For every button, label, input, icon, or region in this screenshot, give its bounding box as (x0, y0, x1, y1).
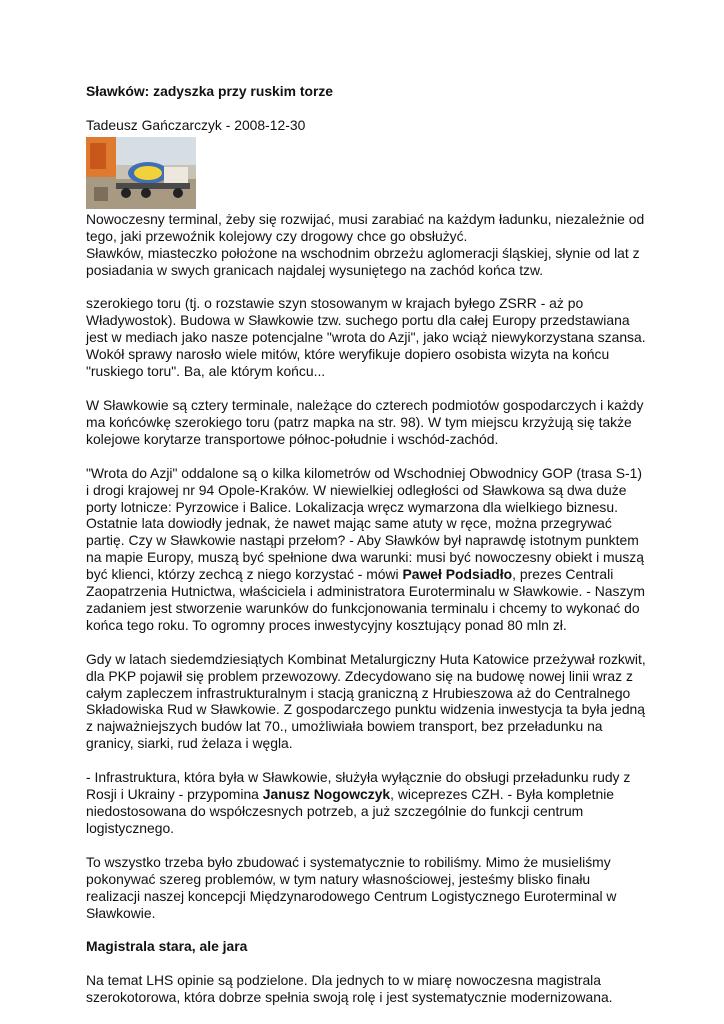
article-photo (86, 137, 196, 209)
author: Tadeusz Gańczarczyk (86, 116, 222, 133)
paragraph-7: To wszystko trzeba było zbudować i systematycznie to robiliśmy. Mimo że musieliśmy pokonywać szereg problemów, w tym natury własnościowej, jesteśmy blisko finału realizacji naszej koncepcji Międzynarodowego Centrum Logistycznego Euroterminal w Sławkowie. (86, 853, 617, 921)
paragraph-6: - Infrastruktura, która była w Sławkowie, służyła wyłącznie do obsługi przeładunku rudy z Rosji i Ukrainy - przypomina Janusz Nogowczyk, wiceprezes CZH. - Była kompletnie niedostosowana do współczesnych potrzeb, a już szczególnie do funkcji centrum logistycznego. (86, 769, 631, 836)
paragraph-8: Na temat LHS opinie są podzielone. Dla jednych to w miarę nowoczesna magistrala szerokotorowa, która dobrze spełnia swoją rolę i jest systematycznie modernizowana. (86, 972, 613, 1006)
paragraph-4: "Wrota do Azji" oddalone są o kilka kilometrów od Wschodniej Obwodnicy GOP (trasa S-1) i drogi krajowej nr 94 Opole-Kraków. W niewielkiej odległości od Sławkowa są dwa duże porty lotnicze: Pyrzowice i Balice. Lokalizacja wręcz wymarzona dla wielkiego biznesu. Ostatnie lata dowiodły jednak, że nawet mając same atuty w ręce, można przegrywać partię. Czy w Sławkowie nastąpi przełom? - Aby Sławków był naprawdę istotnym punktem na mapie Europy, muszą być spełnione dwa warunki: musi być nowoczesny obiekt i muszą być klienci, którzy zechcą z niego korzystać - mówi Paweł Podsiadło, prezes Centrali Zaopatrzenia Hutnictwa, właściciela i administratora Euroterminalu w Sławkowie. - Naszym zadaniem jest stworzenie warunków do funkcjonowania terminalu i chcemy to wykonać do końca tego roku. To ogromny proces inwestycyjny kosztujący ponad 80 mln zł. (86, 464, 645, 633)
article (86, 83, 646, 1023)
article-title: Sławków: zadyszka przy ruskim torze (86, 83, 334, 99)
concrete-mixer-photo-image (86, 137, 196, 209)
byline (86, 117, 646, 134)
person-name: Janusz Nogowczyk (262, 786, 391, 803)
publish-date: 2008-12-30 (234, 116, 306, 133)
paragraph-5: Gdy w latach siedemdziesiątych Kombinat Metalurgiczny Huta Katowice przeżywał rozkwit, dla PKP pojawił się problem przewozowy. Zdecydowano się na budowę nowej linii wraz z całym zapleczem infrastrukturalnym i stacją graniczną z Hrubieszowa aż do Centralnego Składowiska Rud w Sławkowie. Z gospodarczego punktu widzenia inwestycja ta była jedną z najważniejszych budów lat 70., umożliwiała bowiem transport, bez przeładunku na granicy, siarki, rud żelaza i węgla. (86, 650, 646, 752)
paragraph-1: Nowoczesny terminal, żeby się rozwijać, musi zarabiać na każdym ładunku, niezależnie od tego, jaki przewoźnik kolejowy czy drogowy chce go obsłużyć. Sławków, miasteczko położone na wschodnim obrzeżu aglomeracji śląskiej, słynie od lat z posiadania w swych granicach najdalej wysuniętego na zachód końca tzw. (86, 210, 645, 278)
byline-separator: - (221, 116, 235, 133)
person-name: Paweł Podsiadło (402, 566, 513, 583)
paragraph-3: W Sławkowie są cztery terminale, należące do czterech podmiotów gospodarczych i każdy ma końcówkę szerokiego toru (patrz mapka na str. 98). W tym miejscu krzyżują się także kolejowe korytarze transportowe północ-południe i wschód-zachód. (86, 396, 644, 447)
section-subheading: Magistrala stara, ale jara (86, 938, 248, 955)
paragraph-2: szerokiego toru (tj. o rozstawie szyn stosowanym w krajach byłego ZSRR - aż po Władywostok). Budowa w Sławkowie tzw. suchego portu dla całej Europy przedstawiana jest w mediach jako nasze potencjalne "wrota do Azji", jako wciąż niewykorzystana szansa. Wokół sprawy narosło wiele mitów, które weryfikuje dopiero osobista wizyta na końcu "ruskiego toru". Ba, ale którym końcu... (86, 295, 646, 380)
